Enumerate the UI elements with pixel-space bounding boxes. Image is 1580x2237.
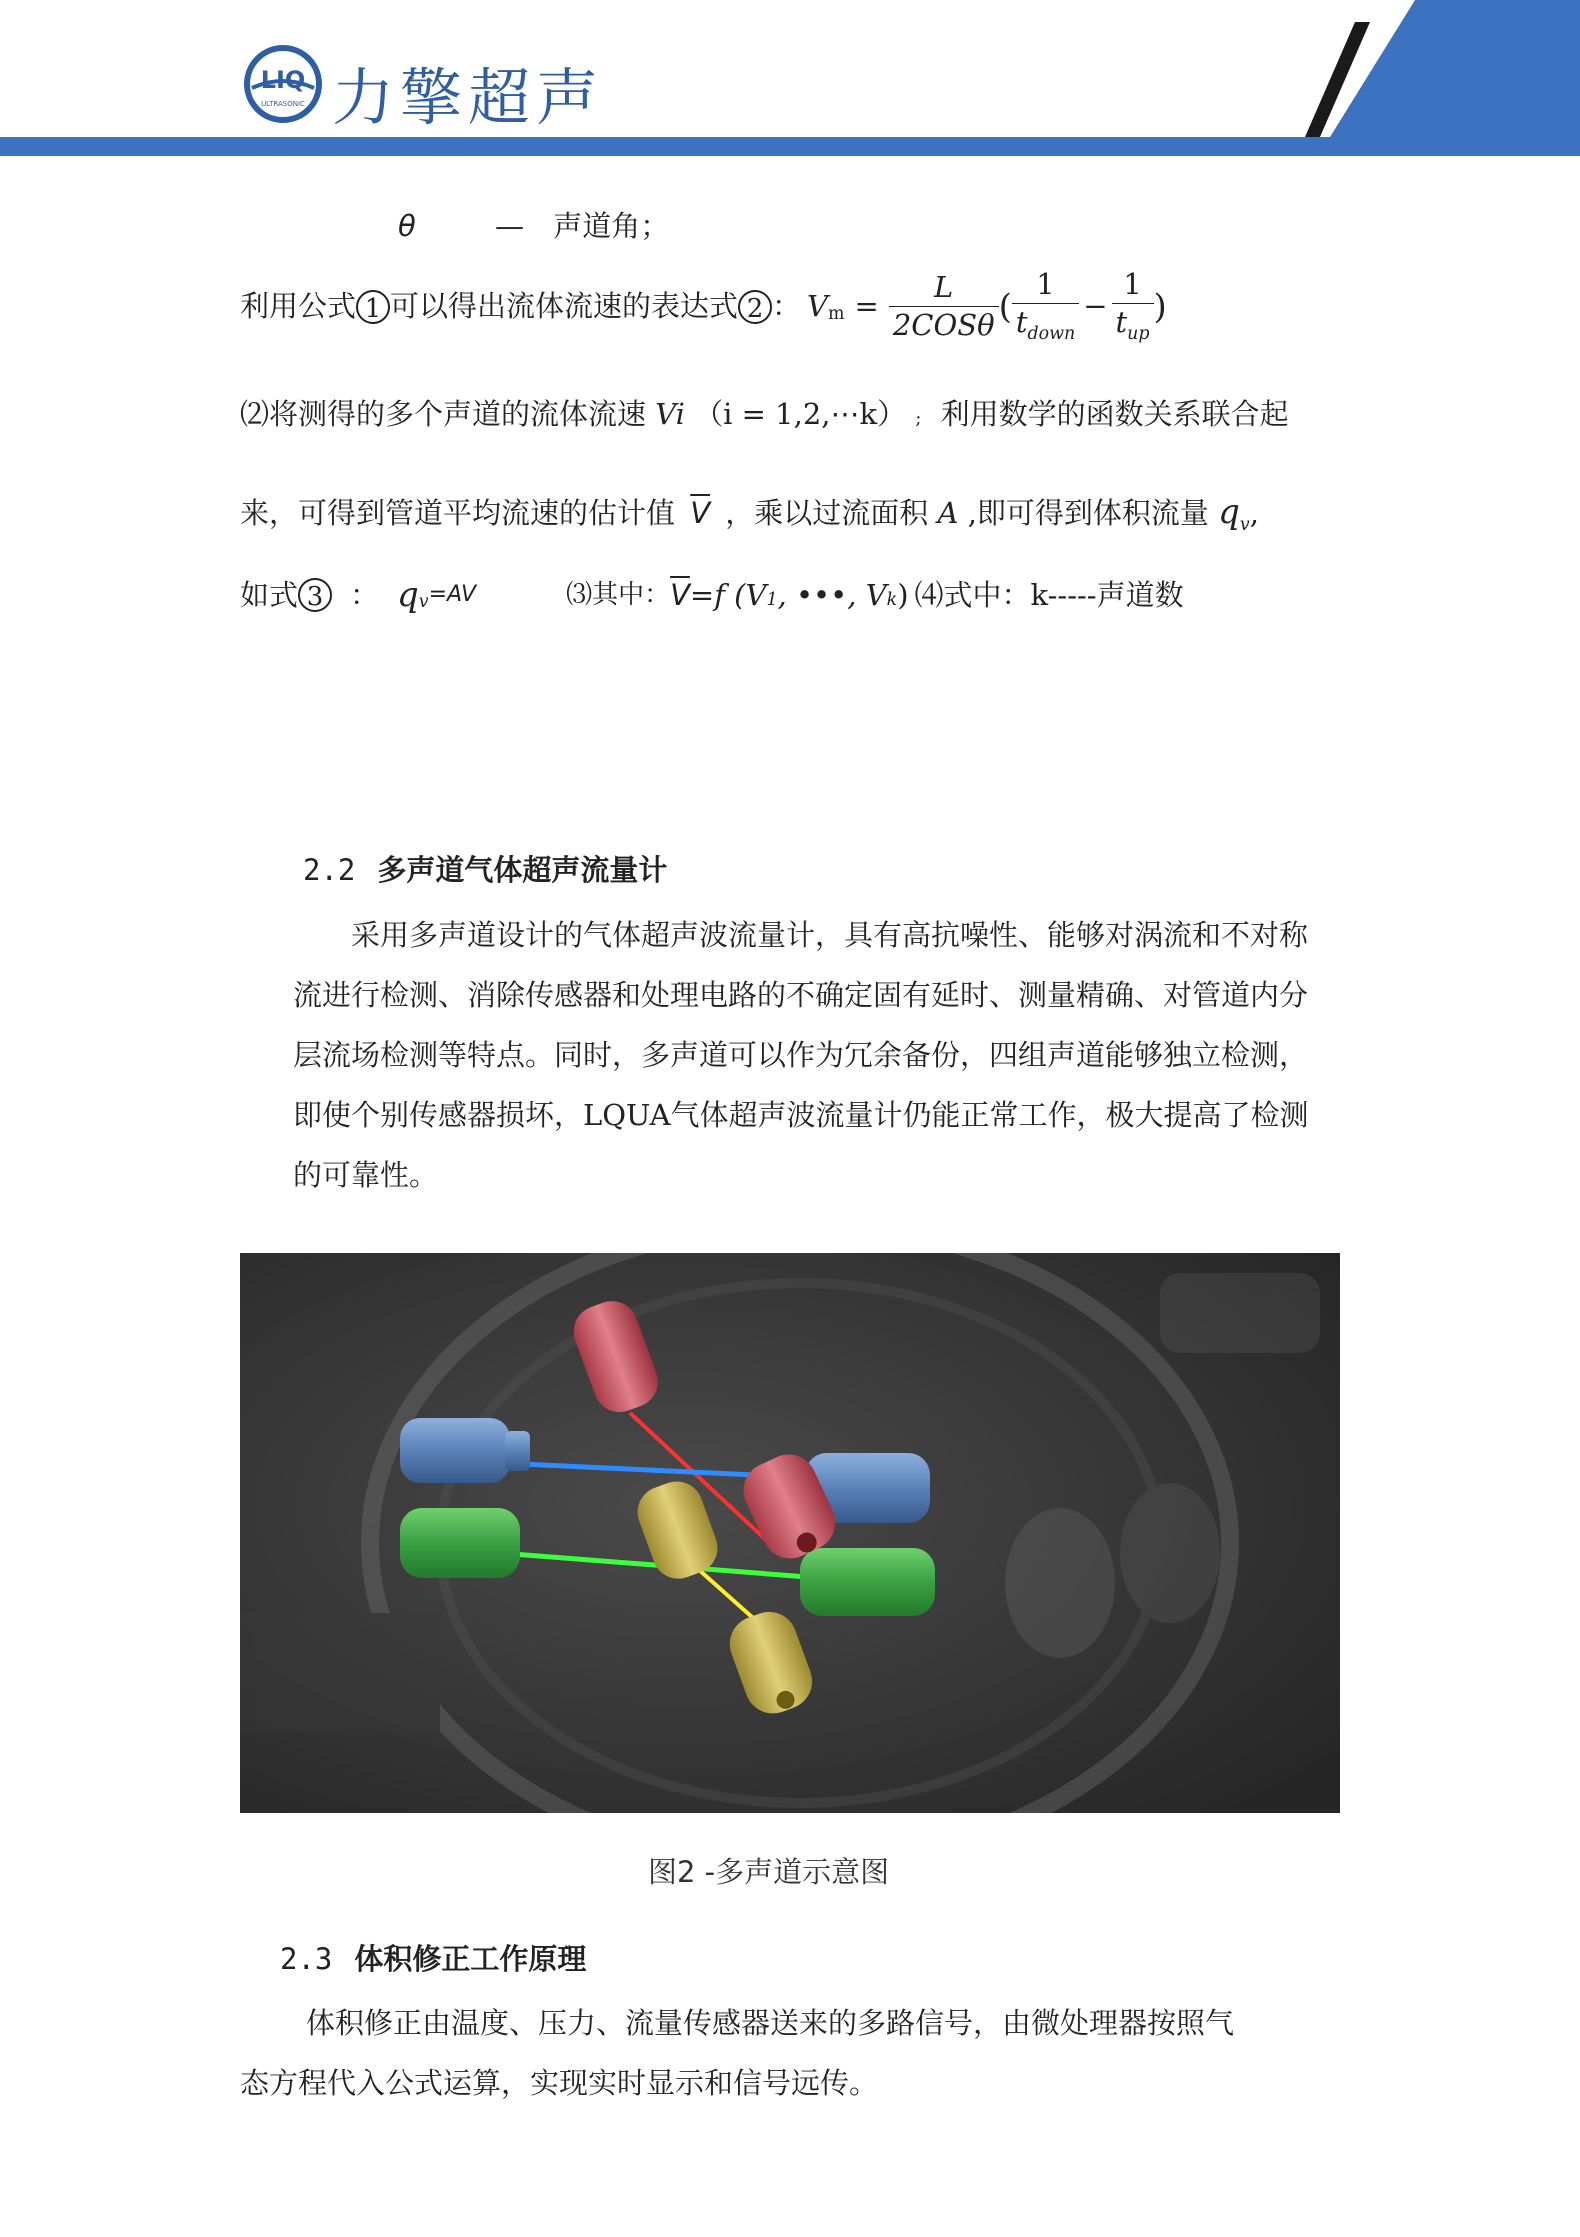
green-transducer-right xyxy=(800,1548,935,1616)
eq2-f2-denominator: t xyxy=(1115,305,1128,339)
multi-channel-figure xyxy=(240,1253,1340,1813)
para-2-2-line-4: 即使个别传感器损坏，LQUA气体超声波流量计仍能正常工作，极大提高了检测 xyxy=(293,1098,1309,1132)
line5-vbar: $\overline{V}$ xyxy=(670,577,690,612)
para-2-3-line-1: 体积修正由温度、压力、流量传感器送来的多路信号，由微处理器按照气 xyxy=(306,2006,1235,2040)
eq2-main-fraction xyxy=(889,270,999,343)
formula-2-mid: 可以得出流体流速的表达式 xyxy=(390,289,739,324)
company-logo xyxy=(240,44,640,134)
theta-line xyxy=(398,209,670,243)
logo-emblem-icon xyxy=(240,44,326,130)
line5-prefix: 如式 xyxy=(240,577,299,612)
eq2-minus: − xyxy=(1083,289,1108,324)
header-corner-decoration xyxy=(1235,0,1580,137)
theta-description: 声道角； xyxy=(553,209,670,243)
formula-2-line xyxy=(240,267,1167,344)
line5-eq: =AV xyxy=(428,582,477,607)
circled-number-1: 1 xyxy=(356,290,390,324)
line5-q: q xyxy=(397,575,419,615)
line5-close: ) xyxy=(897,577,909,612)
eq2-f1-numerator: 1 xyxy=(1012,270,1079,304)
line3-sep: ; xyxy=(915,408,922,429)
line5-func: =f (V xyxy=(689,577,767,612)
line3-text-a: ⑵将测得的多个声道的流体流速 xyxy=(240,397,647,431)
eq2-lhs: V xyxy=(807,289,828,324)
para-2-2-line-3: 层流场检测等特点。同时，多声道可以作为冗余备份，四组声道能够独立检测， xyxy=(293,1038,1309,1072)
section-2-3-title: 体积修正工作原理 xyxy=(354,1942,587,1976)
eq2-f2-denominator-sub: up xyxy=(1127,323,1150,344)
section-2-2-title: 多声道气体超声流量计 xyxy=(377,853,668,887)
eq2-paren-open: ( xyxy=(998,286,1012,327)
line5-ref4: ⑷式中：k-----声道数 xyxy=(914,577,1184,612)
brand-name: 力擎超声 xyxy=(332,61,605,134)
eq2-frac-denominator: 2COSθ xyxy=(892,308,995,343)
para-2-2-line-5: 的可靠性。 xyxy=(293,1158,439,1192)
formula-line-5 xyxy=(240,575,1184,615)
section-2-2-number: 2.2 xyxy=(303,853,356,887)
logo-subtext: ULTRASONIC xyxy=(261,100,305,108)
section-2-2-heading xyxy=(303,848,667,889)
line5-dots: , •••, V xyxy=(777,577,887,612)
line3-vi: Vi xyxy=(655,397,685,431)
eq2-f2-numerator: 1 xyxy=(1112,270,1154,304)
line4-text-a: 来，可得到管道平均流速的估计值 xyxy=(240,496,676,530)
line4-text-c: ,即可得到体积流量 xyxy=(967,496,1209,530)
eq2-f1-denominator: t xyxy=(1015,305,1028,339)
line4-end: , xyxy=(1249,496,1259,530)
eq2-fraction-down xyxy=(1012,267,1079,344)
eq2-fraction-up xyxy=(1112,267,1154,344)
line3-text-b: 利用数学的函数关系联合起 xyxy=(940,397,1289,431)
circled-number-2: 2 xyxy=(738,290,772,324)
section-2-3-paragraph xyxy=(240,1993,1290,2113)
line4-q-sub: v xyxy=(1239,514,1250,535)
green-transducer-left xyxy=(400,1508,520,1578)
line4-vbar: $\overline{V}$ xyxy=(690,496,711,530)
theta-dash: — xyxy=(494,209,524,243)
section-2-3-number: 2.3 xyxy=(280,1942,333,1976)
para-2-3-line-2: 态方程代入公式运算，实现实时显示和信号远传。 xyxy=(240,2066,879,2100)
line5-q-sub: v xyxy=(418,592,429,613)
section-2-2-paragraph xyxy=(293,905,1343,1205)
logo-mark: LIQ xyxy=(260,66,306,94)
line4-area-symbol: A xyxy=(937,496,959,530)
formula-2-colon: ： xyxy=(772,289,802,324)
figure-caption: 图2 -多声道示意图 xyxy=(648,1855,890,1889)
eq2-equals: = xyxy=(854,289,879,324)
theta-symbol: θ xyxy=(398,209,416,243)
eq2-lhs-sub: m xyxy=(828,303,845,324)
line4-q: q xyxy=(1218,492,1240,532)
line4-text-b: ，乘以过流面积 xyxy=(725,496,929,530)
formula-line-4 xyxy=(240,492,1259,535)
corner-blue-block xyxy=(1330,0,1580,137)
line3-range: （i = 1,2,⋯k） xyxy=(694,397,907,431)
eq2-frac-numerator: L xyxy=(889,273,999,307)
eq2-f1-denominator-sub: down xyxy=(1027,323,1076,344)
header-bar xyxy=(0,137,1580,156)
formula-line-3 xyxy=(240,397,1289,431)
para-2-2-line-1: 采用多声道设计的气体超声波流量计，具有高抗噪性、能够对涡流和不对称 xyxy=(351,918,1309,952)
para-2-2-line-2: 流进行检测、消除传感器和处理电路的不确定固有延时、测量精确、对管道内分 xyxy=(293,978,1309,1012)
eq2-paren-close: ) xyxy=(1153,286,1167,327)
line5-sub1: 1 xyxy=(766,590,778,611)
section-2-3-heading xyxy=(280,1937,586,1978)
line5-ref3: ⑶其中： xyxy=(566,580,671,610)
formula-2-prefix: 利用公式 xyxy=(240,289,357,324)
line5-colon: ： xyxy=(350,577,380,612)
circled-number-3: 3 xyxy=(298,578,332,612)
line5-subk: k xyxy=(886,590,898,611)
